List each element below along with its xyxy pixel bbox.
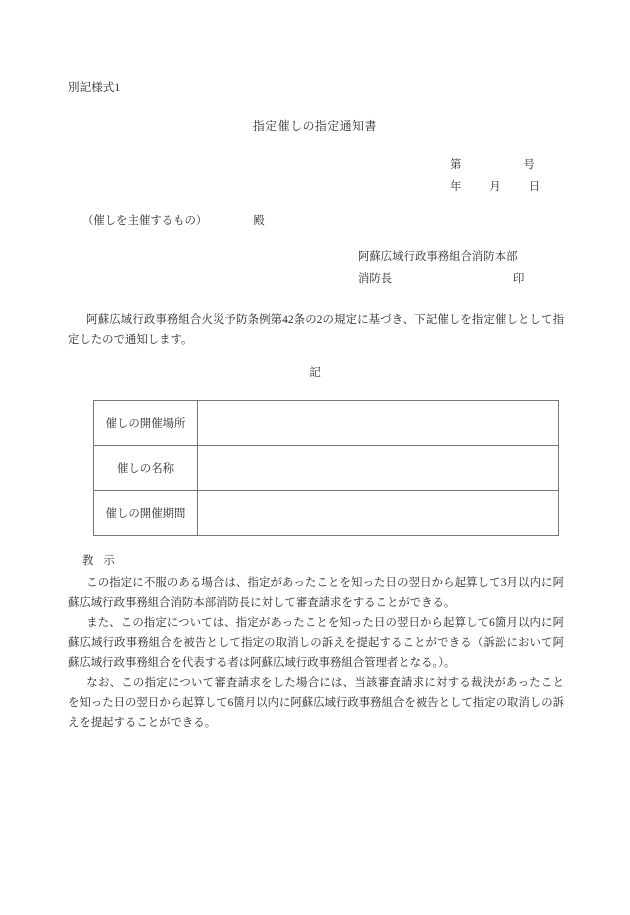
form-id-label: 別記様式1: [68, 81, 121, 94]
instructions-heading-first: 教: [82, 555, 94, 567]
table-row-value[interactable]: [198, 446, 559, 491]
document-number-line: [450, 160, 535, 171]
instructions-body: [68, 573, 564, 733]
addressee-line: [82, 216, 265, 227]
issuer-role: 消防長: [358, 273, 393, 285]
instructions-paragraph: また、この指定については、指定があったことを知った日の翌日から起算して6箇月以内に阿蘇広域行政事務組合を被告として指定の取消しの訴えを提起することができる（訴訟において阿蘇広域行政事務組合を代表する者は阿蘇広域行政事務組合管理者となる。）。: [68, 617, 564, 669]
instructions-heading: [82, 556, 115, 567]
table-row: [94, 491, 559, 536]
seal-marker: 印: [513, 273, 525, 285]
page-title: 指定催しの指定通知書: [253, 119, 377, 133]
document-number-suffix: 号: [523, 159, 535, 171]
instructions-paragraph: なお、この指定について審査請求をした場合には、当該審査請求に対する裁決があったことを知った日の翌日から起算して6箇月以内に阿蘇広域行政事務組合を被告として指定の取消しの訴えを提起することができる。: [68, 677, 564, 729]
instructions-paragraph: この指定に不服のある場合は、指定があったことを知った日の翌日から起算して3月以内に阿蘇広域行政事務組合消防本部消防長に対して審査請求をすることができる。: [68, 577, 564, 609]
table-row: [94, 446, 559, 491]
body-paragraph: 阿蘇広域行政事務組合火災予防条例第42条の2の規定に基づき、下記催しを指定催しとして指定したので通知します。: [68, 314, 564, 346]
date-day-label: 日: [528, 181, 541, 193]
date-month-label: 月: [489, 181, 501, 193]
event-details-table: [93, 400, 559, 536]
ki-marker: 記: [309, 366, 321, 379]
instructions-heading-second: 示: [103, 555, 115, 567]
date-year-label: 年: [450, 181, 462, 193]
table-row-label: 催しの開催期間: [94, 491, 198, 536]
table-row: [94, 401, 559, 446]
table-row-value[interactable]: [198, 401, 559, 446]
issuer-organization: 阿蘇広域行政事務組合消防本部: [358, 251, 518, 263]
table-row-label: 催しの名称: [94, 446, 198, 491]
addressee-text: （催しを主催するもの）: [82, 215, 208, 227]
addressee-honorific: 殿: [253, 215, 265, 227]
table-row-label: 催しの開催場所: [94, 401, 198, 446]
document-number-prefix: 第: [450, 159, 462, 171]
document-date-line: [450, 182, 540, 193]
table-row-value[interactable]: [198, 491, 559, 536]
